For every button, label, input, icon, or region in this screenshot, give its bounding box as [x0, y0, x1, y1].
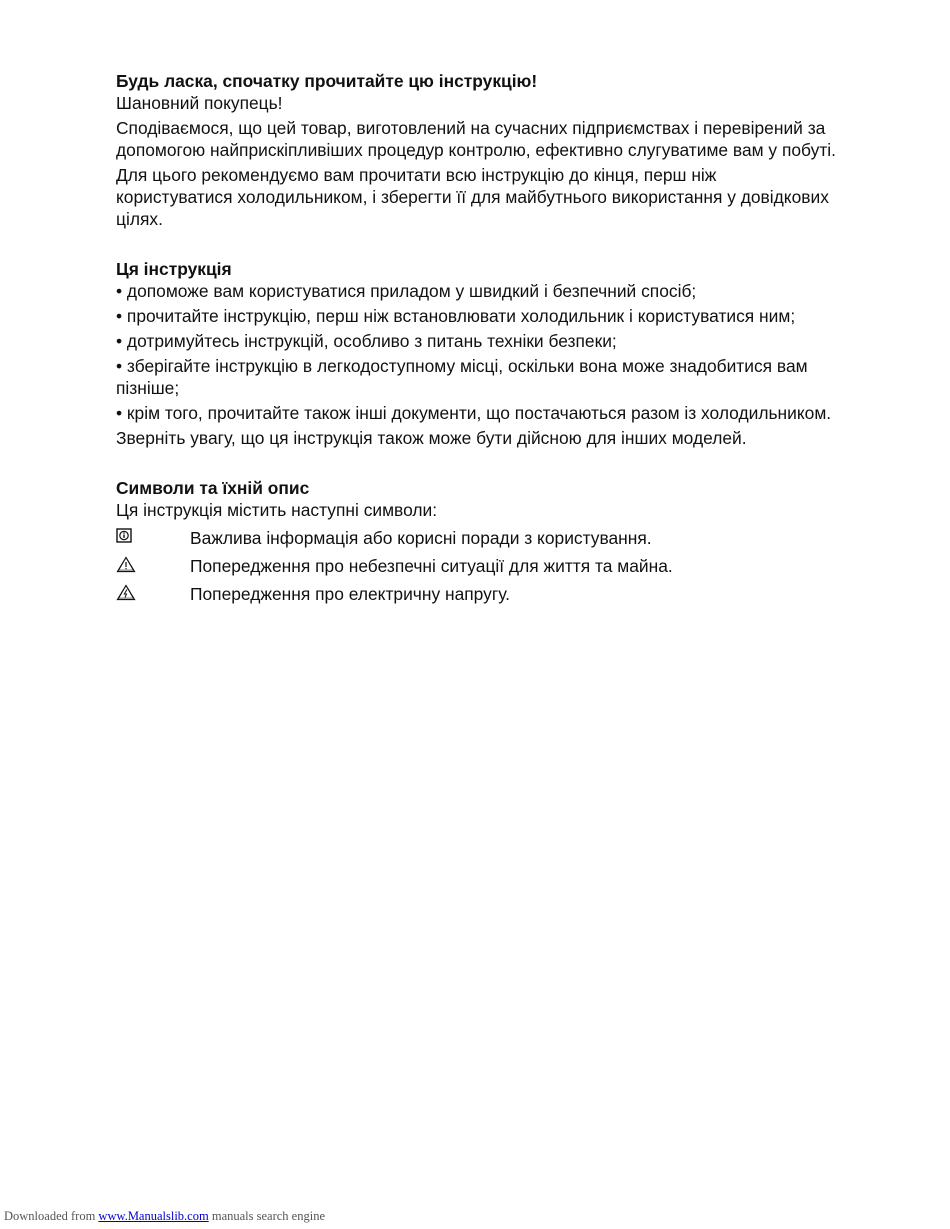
intro-heading: Будь ласка, спочатку прочитайте цю інструкцію! [116, 71, 538, 91]
symbol-description: Важлива інформація або корисні поради з користування. [190, 528, 652, 548]
symbol-description: Попередження про електричну напругу. [190, 584, 510, 604]
document-page [116, 70, 836, 605]
instruction-bullet: • крім того, прочитайте також інші документи, що постачаються разом із холодильником. [116, 403, 832, 423]
info-icon [116, 527, 190, 549]
instruction-bullet: • прочитайте інструкцію, перш ніж встановлювати холодильник і користуватися ним; [116, 306, 796, 326]
footer-suffix: manuals search engine [211, 1209, 325, 1223]
download-footer [4, 1209, 325, 1224]
instruction-heading: Ця інструкція [116, 259, 232, 279]
warning-icon [116, 555, 190, 577]
electric-warning-icon [116, 583, 190, 605]
instruction-note: Зверніть увагу, що ця інструкція також може бути дійсною для інших моделей. [116, 428, 747, 448]
symbols-intro: Ця інструкція містить наступні символи: [116, 500, 438, 520]
intro-paragraph-2: Для цього рекомендуємо вам прочитати всю інструкцію до кінця, перш ніж користуватися холодильником, і зберегти її для майбутнього використання у довідкових цілях. [116, 165, 829, 229]
instruction-bullet: • зберігайте інструкцію в легкодоступному місці, оскільки вона може знадобитися вам пізніше; [116, 356, 808, 398]
greeting: Шановний покупець! [116, 93, 283, 113]
symbol-description: Попередження про небезпечні ситуації для життя та майна. [190, 556, 673, 576]
footer-prefix: Downloaded from [4, 1209, 96, 1223]
instruction-bullet: • дотримуйтесь інструкцій, особливо з питань техніки безпеки; [116, 331, 617, 351]
intro-paragraph-1: Сподіваємося, що цей товар, виготовлений на сучасних підприємствах і перевірений за допомогою найприскіпливіших процедур контролю, ефективно слугуватиме вам у побуті. [116, 118, 836, 160]
symbol-row-electric [116, 583, 836, 605]
symbols-heading: Символи та їхній опис [116, 478, 310, 498]
instruction-bullet: • допоможе вам користуватися приладом у швидкий і безпечний спосіб; [116, 281, 697, 301]
symbol-row-info [116, 527, 836, 549]
manualslib-link[interactable]: www.Manualslib.com [98, 1209, 209, 1223]
symbol-row-warning [116, 555, 836, 577]
